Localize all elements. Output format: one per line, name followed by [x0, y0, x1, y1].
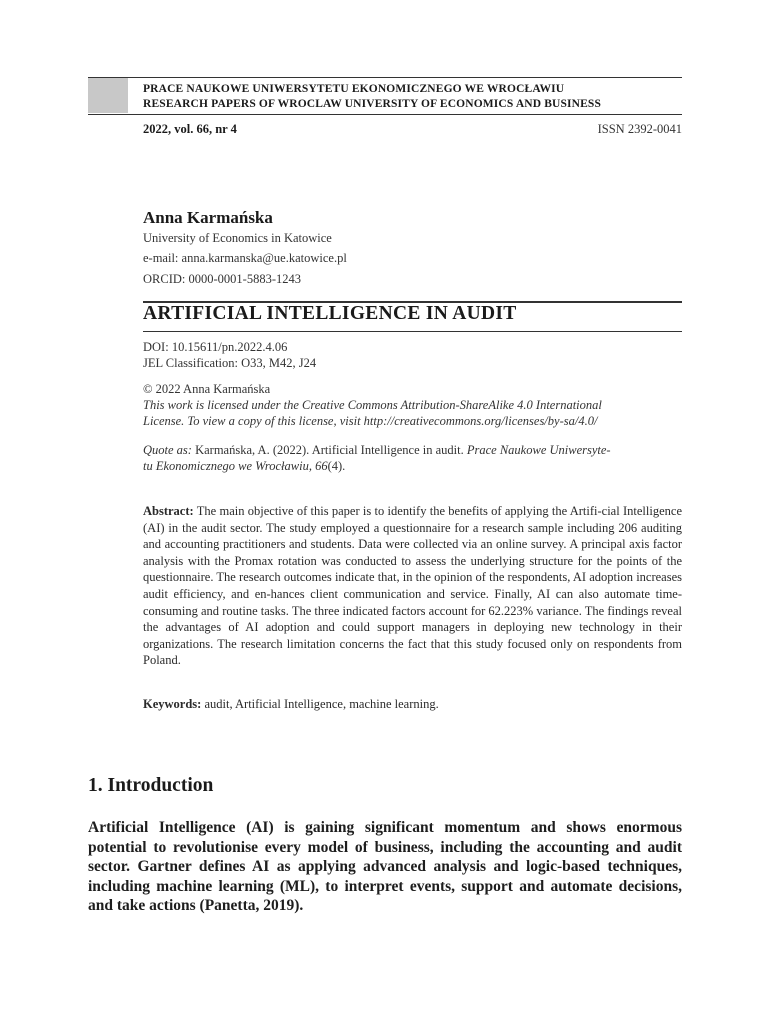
license-line-1: This work is licensed under the Creative Commons Attribution-ShareAlike 4.0 International	[143, 398, 602, 412]
keywords-label: Keywords:	[143, 697, 202, 711]
journal-issue: 2022, vol. 66, nr 4	[143, 122, 237, 136]
article-doi[interactable]: DOI: 10.15611/pn.2022.4.06	[143, 340, 288, 354]
jel-classification: JEL Classification: O33, M42, J24	[143, 356, 317, 370]
quote-as-line-2	[143, 459, 345, 474]
copyright-notice: © 2022 Anna Karmańska	[143, 382, 271, 396]
journal-name-english: RESEARCH PAPERS OF WROCLAW UNIVERSITY OF ECONOMICS AND BUSINESS	[143, 98, 602, 110]
header-top-rule	[88, 77, 682, 78]
keywords-text: audit, Artificial Intelligence, machine learning.	[201, 697, 439, 711]
article-title: ARTIFICIAL INTELLIGENCE IN AUDIT	[143, 303, 517, 324]
abstract	[143, 503, 682, 669]
quote-journal-part2: tu Ekonomicznego we Wrocławiu, 66	[143, 459, 328, 473]
journal-name-polish: PRACE NAUKOWE UNIWERSYTETU EKONOMICZNEGO WE WROCŁAWIU	[143, 83, 565, 95]
keywords	[143, 696, 682, 713]
abstract-text: The main objective of this paper is to identify the benefits of applying the Artifi-cial Intelligence (AI) in the audit sector. The study employed a questionnaire for a research sample including 206 auditing and accounting practitioners and students. Data were collected via an online survey. A principal axis factor analysis with the Promax rotation was conducted to assess the underlying structure for the points of the questionnaire. The research outcomes indicate that, in the opinion of the respondents, AI adoption increases audit efficiency, and en-hances client communication and service. Finally, AI can also automate time-consuming and routine tasks. The three indicated factors account for 62.223% variance. The findings reveal the advantages of AI adoption and could support managers in deploying new technology in their organizations. The research limitation concerns the fact that this study focused only on respondents from Poland.	[143, 504, 682, 668]
journal-issn: ISSN 2392-0041	[597, 122, 682, 136]
author-affiliation: University of Economics in Katowice	[143, 231, 332, 245]
introduction-paragraph: Artificial Intelligence (AI) is gaining significant momentum and shows enormous potential to revolutionise every model of business, including the accounting and audit sector. Gartner defines AI as applying advanced analysis and logic-based techniques, including machine learning (ML), to interpret events, support and automate decisions, and take actions (Panetta, 2019).	[88, 819, 682, 915]
quote-citation: Karmańska, A. (2022). Artificial Intelligence in audit.	[191, 443, 467, 457]
quote-issue: (4).	[327, 459, 346, 473]
quote-label: Quote as:	[143, 443, 192, 457]
header-bottom-rule	[88, 114, 682, 115]
journal-logo-block	[88, 78, 128, 113]
license-line-2[interactable]: License. To view a copy of this license, visit http://creativecommons.org/licenses/by-sa/4.0/	[143, 414, 598, 428]
title-bottom-rule	[143, 331, 682, 332]
quote-journal-part1: Prace Naukowe Uniwersyte-	[466, 443, 611, 457]
author-orcid[interactable]: ORCID: 0000-0001-5883-1243	[143, 272, 301, 286]
section-heading-introduction: 1. Introduction	[88, 775, 214, 796]
author-name: Anna Karmańska	[143, 208, 273, 227]
author-email[interactable]: e-mail: anna.karmanska@ue.katowice.pl	[143, 251, 347, 265]
quote-as-line-1	[143, 443, 611, 458]
abstract-label: Abstract:	[143, 504, 194, 518]
